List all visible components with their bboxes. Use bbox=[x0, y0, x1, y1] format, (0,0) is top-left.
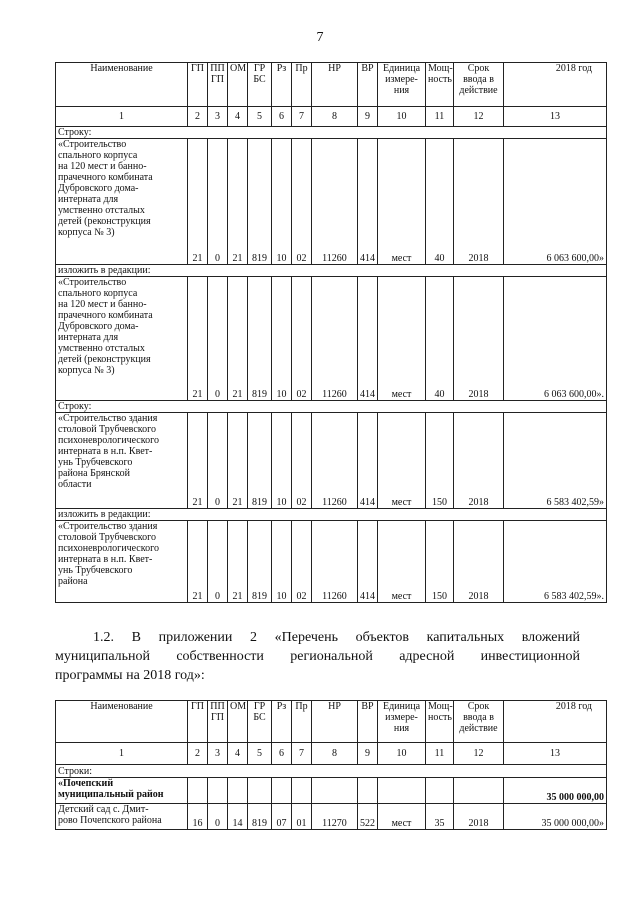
cell-unit: мест bbox=[378, 277, 426, 401]
header-name: Наименование bbox=[56, 63, 188, 107]
col-num: 1 bbox=[56, 743, 188, 765]
cell-pr: 02 bbox=[292, 277, 312, 401]
col-num: 2 bbox=[188, 107, 208, 127]
header-ppgp: ПП ГП bbox=[208, 63, 228, 107]
col-num: 8 bbox=[312, 107, 358, 127]
header-grbs: ГР БС bbox=[248, 701, 272, 743]
col-num: 9 bbox=[358, 107, 378, 127]
cell-empty bbox=[292, 778, 312, 804]
col-num: 13 bbox=[504, 107, 607, 127]
column-numbers-row bbox=[56, 743, 607, 765]
cell-nr: 11260 bbox=[312, 413, 358, 509]
header-vr: ВР bbox=[358, 63, 378, 107]
cell-unit: мест bbox=[378, 521, 426, 603]
label-row bbox=[56, 127, 607, 139]
header-year: 2018 год bbox=[504, 63, 607, 107]
table-row bbox=[56, 413, 607, 509]
cell-amount: 35 000 000,00» bbox=[504, 804, 607, 830]
cell-vr: 414 bbox=[358, 521, 378, 603]
object-name: «Строительство спального корпуса на 120 мест и банно- прачечного комбината Дубровского дома- интерната для умственно отсталых детей (реконструкция корпуса № 3) bbox=[56, 277, 188, 401]
amendment-paragraph bbox=[55, 628, 580, 685]
cell-unit: мест bbox=[378, 413, 426, 509]
district-amount: 35 000 000,00 bbox=[504, 778, 607, 804]
header-unit: Единица измере- ния bbox=[378, 63, 426, 107]
cell-term: 2018 bbox=[454, 521, 504, 603]
header-vr: ВР bbox=[358, 701, 378, 743]
col-num: 7 bbox=[292, 743, 312, 765]
cell-ppgp: 0 bbox=[208, 277, 228, 401]
cell-gp: 21 bbox=[188, 521, 208, 603]
cell-nr: 11270 bbox=[312, 804, 358, 830]
cell-gp: 16 bbox=[188, 804, 208, 830]
col-num: 1 bbox=[56, 107, 188, 127]
header-gp: ГП bbox=[188, 63, 208, 107]
table-row bbox=[56, 277, 607, 401]
cell-term: 2018 bbox=[454, 277, 504, 401]
cell-pr: 01 bbox=[292, 804, 312, 830]
header-gp: ГП bbox=[188, 701, 208, 743]
cell-ppgp: 0 bbox=[208, 139, 228, 265]
cell-gp: 21 bbox=[188, 277, 208, 401]
col-num: 3 bbox=[208, 107, 228, 127]
label-row bbox=[56, 509, 607, 521]
header-power: Мощ- ность bbox=[426, 701, 454, 743]
header-om: ОМ bbox=[228, 63, 248, 107]
cell-empty bbox=[312, 778, 358, 804]
col-num: 3 bbox=[208, 743, 228, 765]
cell-grbs: 819 bbox=[248, 277, 272, 401]
district-name: «Почепский муниципальный район bbox=[56, 778, 188, 804]
header-name: Наименование bbox=[56, 701, 188, 743]
cell-empty bbox=[272, 778, 292, 804]
col-num: 7 bbox=[292, 107, 312, 127]
cell-ppgp: 0 bbox=[208, 413, 228, 509]
column-numbers-row bbox=[56, 107, 607, 127]
cell-empty bbox=[188, 778, 208, 804]
label-izlozhit: изложить в редакции: bbox=[56, 265, 607, 277]
cell-rz: 10 bbox=[272, 139, 292, 265]
objects-table-1 bbox=[55, 62, 607, 603]
cell-grbs: 819 bbox=[248, 139, 272, 265]
cell-unit: мест bbox=[378, 804, 426, 830]
paragraph-line: программы на 2018 год»: bbox=[55, 668, 205, 683]
col-num: 6 bbox=[272, 107, 292, 127]
object-name: Детский сад с. Дмит- рово Почепского района bbox=[56, 804, 188, 830]
cell-empty bbox=[426, 778, 454, 804]
cell-rz: 07 bbox=[272, 804, 292, 830]
cell-term: 2018 bbox=[454, 139, 504, 265]
cell-amount: 6 063 600,00» bbox=[504, 139, 607, 265]
header-power: Мощ- ность bbox=[426, 63, 454, 107]
cell-empty bbox=[228, 778, 248, 804]
cell-term: 2018 bbox=[454, 413, 504, 509]
table-row bbox=[56, 778, 607, 804]
object-name: «Строительство здания столовой Трубчевского психоневрологического интерната в н.п. Квет- унь Трубчевского района bbox=[56, 521, 188, 603]
label-row bbox=[56, 265, 607, 277]
col-num: 4 bbox=[228, 743, 248, 765]
page-number: 7 bbox=[316, 30, 324, 45]
cell-grbs: 819 bbox=[248, 804, 272, 830]
header-row bbox=[56, 63, 607, 107]
col-num: 12 bbox=[454, 107, 504, 127]
header-ppgp: ПП ГП bbox=[208, 701, 228, 743]
cell-power: 40 bbox=[426, 139, 454, 265]
cell-power: 150 bbox=[426, 413, 454, 509]
cell-power: 35 bbox=[426, 804, 454, 830]
cell-om: 21 bbox=[228, 413, 248, 509]
col-num: 4 bbox=[228, 107, 248, 127]
label-row bbox=[56, 401, 607, 413]
header-rz: Рз bbox=[272, 63, 292, 107]
cell-rz: 10 bbox=[272, 277, 292, 401]
table-row bbox=[56, 521, 607, 603]
col-num: 5 bbox=[248, 107, 272, 127]
cell-ppgp: 0 bbox=[208, 521, 228, 603]
cell-power: 40 bbox=[426, 277, 454, 401]
cell-rz: 10 bbox=[272, 413, 292, 509]
header-om: ОМ bbox=[228, 701, 248, 743]
cell-vr: 522 bbox=[358, 804, 378, 830]
cell-empty bbox=[208, 778, 228, 804]
col-num: 2 bbox=[188, 743, 208, 765]
header-year: 2018 год bbox=[504, 701, 607, 743]
label-stroku: Строку: bbox=[56, 127, 607, 139]
cell-vr: 414 bbox=[358, 277, 378, 401]
label-stroki: Строки: bbox=[56, 765, 607, 778]
header-nr: НР bbox=[312, 701, 358, 743]
cell-amount: 6 583 402,59». bbox=[504, 521, 607, 603]
cell-om: 21 bbox=[228, 139, 248, 265]
cell-grbs: 819 bbox=[248, 521, 272, 603]
col-num: 8 bbox=[312, 743, 358, 765]
header-pr: Пр bbox=[292, 63, 312, 107]
cell-empty bbox=[248, 778, 272, 804]
cell-ppgp: 0 bbox=[208, 804, 228, 830]
header-term: Срок ввода в действие bbox=[454, 63, 504, 107]
table-row bbox=[56, 804, 607, 830]
cell-pr: 02 bbox=[292, 521, 312, 603]
cell-pr: 02 bbox=[292, 413, 312, 509]
cell-nr: 11260 bbox=[312, 277, 358, 401]
cell-pr: 02 bbox=[292, 139, 312, 265]
cell-om: 21 bbox=[228, 521, 248, 603]
label-stroku: Строку: bbox=[56, 401, 607, 413]
cell-empty bbox=[454, 778, 504, 804]
paragraph-line: 1.2. В приложении 2 «Перечень объектов капитальных вложений bbox=[93, 630, 580, 645]
cell-amount: 6 063 600,00». bbox=[504, 277, 607, 401]
object-name: «Строительство здания столовой Трубчевского психоневрологического интерната в н.п. Квет- унь Трубчевского района Брянской области bbox=[56, 413, 188, 509]
cell-power: 150 bbox=[426, 521, 454, 603]
cell-nr: 11260 bbox=[312, 139, 358, 265]
cell-gp: 21 bbox=[188, 139, 208, 265]
header-rz: Рз bbox=[272, 701, 292, 743]
cell-unit: мест bbox=[378, 139, 426, 265]
table-row bbox=[56, 139, 607, 265]
objects-table-2 bbox=[55, 700, 607, 830]
header-unit: Единица измере- ния bbox=[378, 701, 426, 743]
header-grbs: ГР БС bbox=[248, 63, 272, 107]
col-num: 11 bbox=[426, 743, 454, 765]
header-term: Срок ввода в действие bbox=[454, 701, 504, 743]
col-num: 10 bbox=[378, 743, 426, 765]
object-name: «Строительство спального корпуса на 120 мест и банно- прачечного комбината Дубровского дома- интерната для умственно отсталых детей (реконструкция корпуса № 3) bbox=[56, 139, 188, 265]
cell-empty bbox=[378, 778, 426, 804]
cell-vr: 414 bbox=[358, 139, 378, 265]
cell-amount: 6 583 402,59» bbox=[504, 413, 607, 509]
header-nr: НР bbox=[312, 63, 358, 107]
cell-empty bbox=[358, 778, 378, 804]
cell-gp: 21 bbox=[188, 413, 208, 509]
cell-grbs: 819 bbox=[248, 413, 272, 509]
header-pr: Пр bbox=[292, 701, 312, 743]
paragraph-line: муниципальной собственности региональной адресной инвестиционной bbox=[55, 649, 580, 664]
cell-vr: 414 bbox=[358, 413, 378, 509]
cell-term: 2018 bbox=[454, 804, 504, 830]
cell-om: 14 bbox=[228, 804, 248, 830]
header-row bbox=[56, 701, 607, 743]
col-num: 12 bbox=[454, 743, 504, 765]
col-num: 10 bbox=[378, 107, 426, 127]
cell-rz: 10 bbox=[272, 521, 292, 603]
cell-nr: 11260 bbox=[312, 521, 358, 603]
col-num: 9 bbox=[358, 743, 378, 765]
col-num: 6 bbox=[272, 743, 292, 765]
label-row bbox=[56, 765, 607, 778]
col-num: 13 bbox=[504, 743, 607, 765]
cell-om: 21 bbox=[228, 277, 248, 401]
col-num: 5 bbox=[248, 743, 272, 765]
label-izlozhit: изложить в редакции: bbox=[56, 509, 607, 521]
col-num: 11 bbox=[426, 107, 454, 127]
